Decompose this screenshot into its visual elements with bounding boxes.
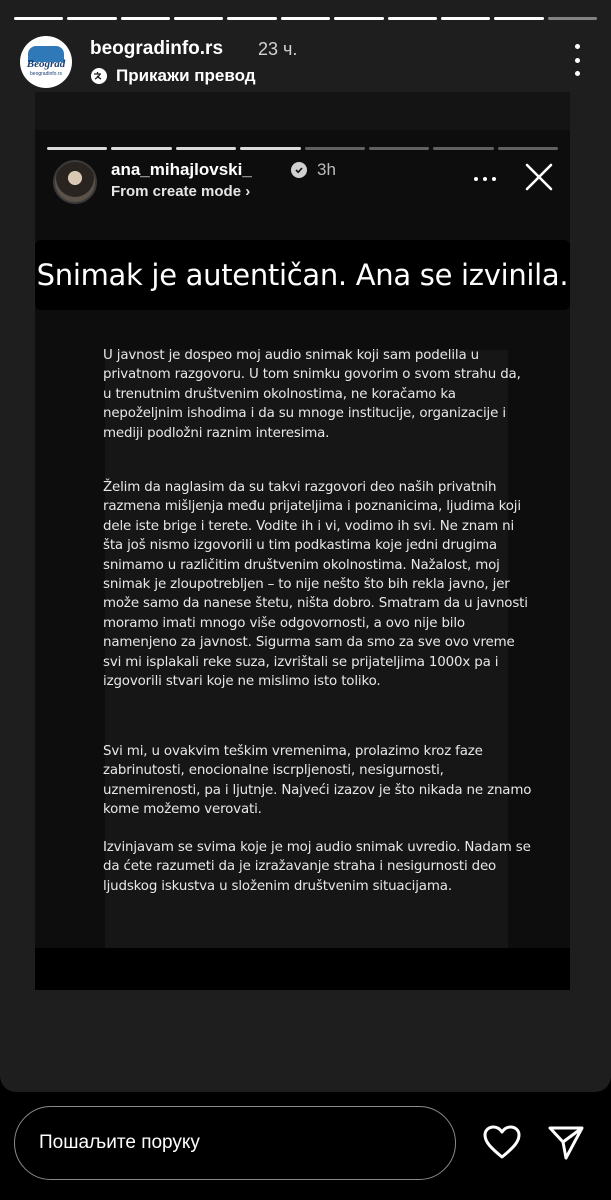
send-message-placeholder: Пошаљите поруку — [39, 1132, 200, 1153]
inner-story-time: 3h — [317, 160, 336, 179]
progress-segment — [174, 17, 223, 20]
send-icon[interactable] — [546, 1122, 586, 1162]
statement-paragraph: Želim da naglasim da su takvi razgovori deo naših privatnih razmena mišljenja među prijateljima i poznanicima, ljudima koji dele iste brige i terete. Vodite ih i vi, vodimo ih svi. Ne znam ni šta još nismo izgovorili u tim podkastima koje jedni drugima snimamo u različitim društvenim okolnostima. Nažalost, moj snimak je zloupotrebljen – to nije nešto što bih rekla javno, jer može samo da nanese štetu, ništa dobro. Smatram da u javnosti moramo imati mnogo više odgovornosti, a ovo nije bilo namenjeno za javnost. Sigurma sam da smo za sve ovo vreme svi mi isplakali reke suza, izvrištali se prijateljima 1000x pa i izgovorili stvari koje ne mislimo isto toliko. — [103, 480, 528, 690]
translate-icon — [90, 67, 108, 85]
show-translation-label: Прикажи превод — [116, 66, 256, 85]
logo-text: Beograd — [26, 58, 66, 70]
progress-segment — [121, 17, 170, 20]
progress-segment — [441, 17, 490, 20]
progress-segment — [67, 17, 116, 20]
headline-banner: Snimak je autentičan. Ana se izvinila. — [35, 240, 570, 310]
progress-segment — [176, 147, 236, 150]
statement-paragraph: Izvinjavam se svima koje je moj audio snimak uvredio. Nadam se da ćete razumeti da je izražavanje straha i nesigurnosti deo ljudskog iskustva u složenim društvenim situacijama. — [103, 840, 531, 894]
progress-segment — [227, 17, 276, 20]
inner-story-header — [53, 160, 556, 206]
statement-text-block — [103, 348, 532, 980]
statement-paragraph: U javnost je dospeo moj audio snimak koji sam podelila u privatnom razgovoru. U tom snimku govorim o svom strahu da, u trenutnim društvenim okolnostima, ne koračamo ka nepoželjnim ishodima i da su mnoge institucije, organizacije i mediji podložni raznim interesima. — [103, 348, 521, 441]
inner-progress-bar — [47, 147, 558, 150]
send-message-input[interactable] — [14, 1106, 456, 1180]
progress-segment — [548, 17, 597, 20]
more-options-icon[interactable] — [567, 44, 587, 76]
progress-segment — [494, 17, 543, 20]
inner-account-name: ana_mihajlovski_ — [111, 160, 252, 179]
progress-segment — [388, 17, 437, 20]
story-time: 23 ч. — [258, 39, 298, 59]
statement-paragraph: Svi mi, u ovakvim teškim vremenima, prolazimo kroz faze zabrinutosti, enocionalne iscrpljenosti, nesigurnosti, uznemirenosti, pa i ljutnje. Najveći izazov je što nikada ne znamo kome možemo verovati. — [103, 744, 532, 818]
verified-badge-icon — [291, 162, 307, 178]
progress-segment — [14, 17, 63, 20]
account-name[interactable]: beogradinfo.rs — [90, 38, 224, 59]
story-progress-bar — [14, 17, 597, 20]
progress-segment — [305, 147, 365, 150]
progress-segment — [47, 147, 107, 150]
show-translation-button[interactable] — [90, 66, 256, 86]
heart-icon[interactable] — [482, 1124, 522, 1160]
progress-segment — [498, 147, 558, 150]
logo-subtext: beogradinfo.rs — [30, 71, 62, 77]
inner-status-area — [35, 92, 570, 130]
beograd-logo — [22, 38, 70, 86]
story-header — [20, 36, 591, 90]
inner-bottom-band — [35, 948, 570, 990]
reply-bar — [0, 1092, 611, 1200]
progress-segment — [433, 147, 493, 150]
shared-story-screenshot — [35, 92, 570, 990]
progress-segment — [240, 147, 300, 150]
inner-more-icon — [474, 177, 496, 181]
avatar[interactable] — [20, 36, 72, 88]
inner-avatar — [53, 160, 97, 204]
progress-segment — [111, 147, 171, 150]
inner-story-subtitle: From create mode › — [111, 183, 251, 200]
close-icon — [522, 160, 556, 194]
progress-segment — [281, 17, 330, 20]
progress-segment — [369, 147, 429, 150]
progress-segment — [334, 17, 383, 20]
